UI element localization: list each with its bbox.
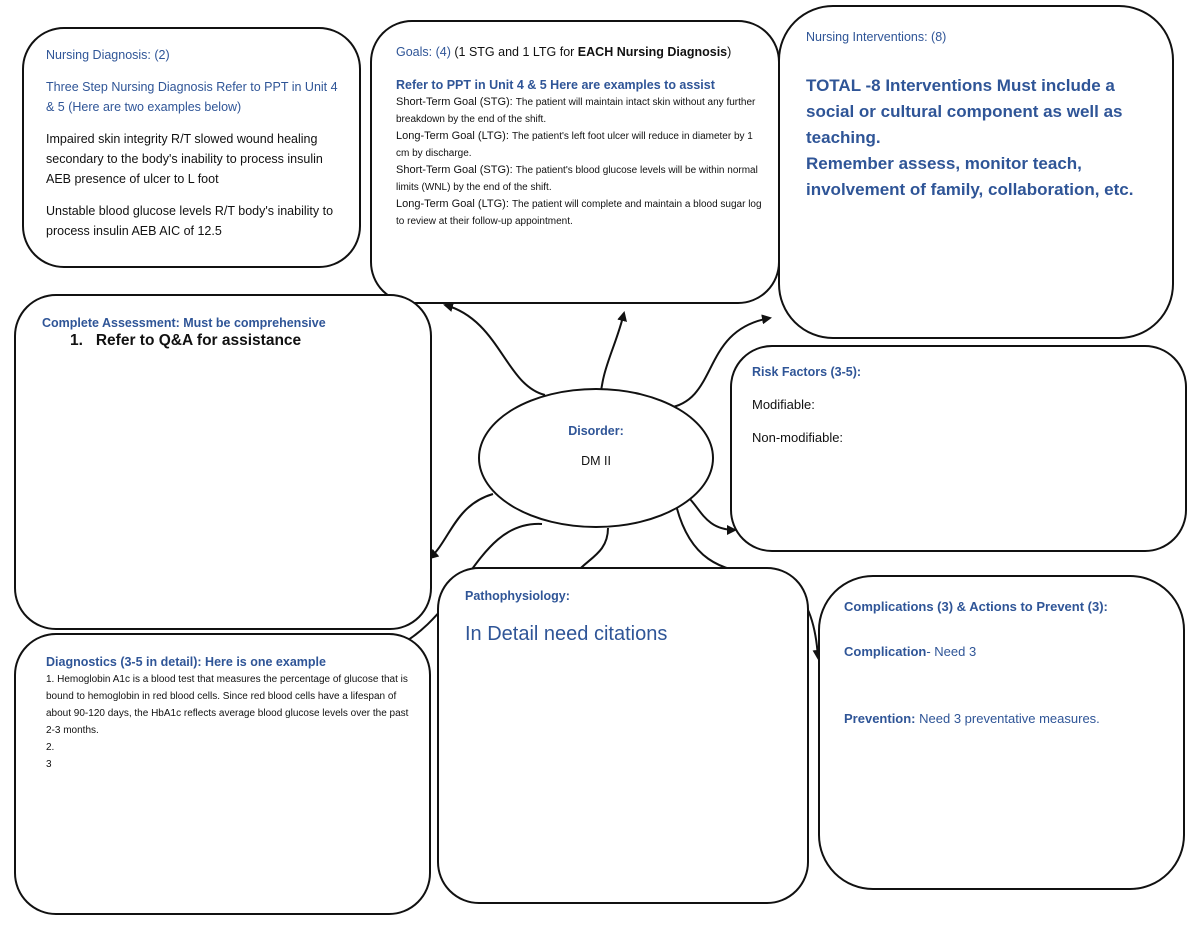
diagnostics-item-1: 1. Hemoglobin A1c is a blood test that measures the percentage of glucose that is bound to hemoglobin in red blood cells. Since red blood cells have a lifespan of about 90-120 days, the HbA1c reflects average blood glucose levels over the past 2-3 months.	[46, 674, 409, 736]
goal-text-1: The patient will maintain intact skin without any further breakdown by the end of the shift.	[396, 97, 756, 125]
risk-factors-title: Risk Factors (3-5):	[752, 365, 862, 379]
pathophysiology-box	[437, 567, 809, 904]
goal-item-3	[396, 162, 764, 196]
goal-label-3: Short-Term Goal (STG):	[396, 164, 516, 176]
pathophysiology-body: In Detail need citations	[465, 623, 668, 645]
disorder-title: Disorder:	[568, 424, 624, 438]
disorder-value: DM II	[581, 454, 611, 468]
nursing-diagnosis-example-2: Unstable blood glucose levels R/T body's inability to process insulin AEB AIC of 12.5	[46, 204, 334, 238]
goal-label-1: Short-Term Goal (STG):	[396, 96, 516, 108]
complications-complication	[844, 644, 1169, 659]
interventions-box	[778, 5, 1174, 339]
assessment-item-text: Refer to Q&A for assistance	[95, 332, 302, 349]
diagnostics-title: Diagnostics (3-5 in detail): Here is one example	[46, 655, 326, 669]
goal-text-4: The patient will complete and maintain a blood sugar log to review at their follow-up appointment.	[396, 199, 762, 227]
interventions-line-1: TOTAL -8 Interventions Must include a social or cultural component as well as teaching.	[806, 76, 1123, 147]
goal-label-2: Long-Term Goal (LTG):	[396, 130, 512, 142]
interventions-title: Nursing Interventions: (8)	[806, 30, 947, 44]
nursing-diagnosis-title: Nursing Diagnosis: (2)	[46, 48, 170, 62]
goals-title-close: )	[727, 45, 732, 59]
arrow-to-goals-left	[445, 305, 545, 395]
goal-item-1	[396, 94, 764, 128]
complication-label: Complication	[844, 644, 927, 659]
goals-title	[396, 42, 764, 62]
diagnostics-box	[14, 633, 431, 915]
arrow-to-assessment	[430, 494, 493, 558]
interventions-line-2: Remember assess, monitor teach, involvement of family, collaboration, etc.	[806, 154, 1134, 199]
goals-title-count: Goals: (4)	[396, 45, 451, 59]
pathophysiology-title: Pathophysiology:	[465, 589, 570, 603]
assessment-item-1	[42, 332, 416, 350]
risk-factors-box	[730, 345, 1187, 552]
assessment-title: Complete Assessment: Must be comprehensive	[42, 316, 326, 330]
disorder-ellipse	[478, 388, 714, 528]
goal-item-2	[396, 128, 764, 162]
nursing-diagnosis-example-1: Impaired skin integrity R/T slowed wound healing secondary to the body's inability to process insulin AEB presence of ulcer to L foot	[46, 132, 323, 186]
goals-title-detail: (1 STG and 1 LTG for	[450, 45, 578, 59]
complications-prevention	[844, 711, 1169, 726]
goal-item-4	[396, 196, 764, 230]
risk-modifiable: Modifiable:	[752, 397, 815, 412]
nursing-diagnosis-intro: Three Step Nursing Diagnosis Refer to PPT in Unit 4 & 5 (Here are two examples below)	[46, 80, 338, 114]
diagnostics-item-3: 3	[46, 759, 52, 770]
goals-refer: Refer to PPT in Unit 4 & 5 Here are examples to assist	[396, 78, 715, 92]
goal-text-2: The patient's left foot ulcer will reduce in diameter by 1 cm by discharge.	[396, 131, 753, 159]
goals-box	[370, 20, 780, 304]
prevention-label: Prevention:	[844, 711, 916, 726]
goal-label-4: Long-Term Goal (LTG):	[396, 198, 512, 210]
goals-title-each: EACH Nursing Diagnosis	[577, 45, 728, 59]
complications-box	[818, 575, 1185, 890]
risk-non-modifiable: Non-modifiable:	[752, 430, 844, 445]
nursing-diagnosis-box	[22, 27, 361, 268]
complications-title: Complications (3) & Actions to Prevent (3):	[844, 599, 1108, 614]
assessment-box	[14, 294, 432, 630]
prevention-text: Need 3 preventative measures.	[915, 711, 1100, 726]
complication-text: - Need 3	[926, 644, 977, 659]
goal-text-3: The patient's blood glucose levels will be within normal limits (WNL) by the end of the shift.	[396, 165, 758, 193]
diagnostics-item-2: 2.	[46, 742, 55, 753]
assessment-item-number: 1.	[70, 332, 83, 349]
